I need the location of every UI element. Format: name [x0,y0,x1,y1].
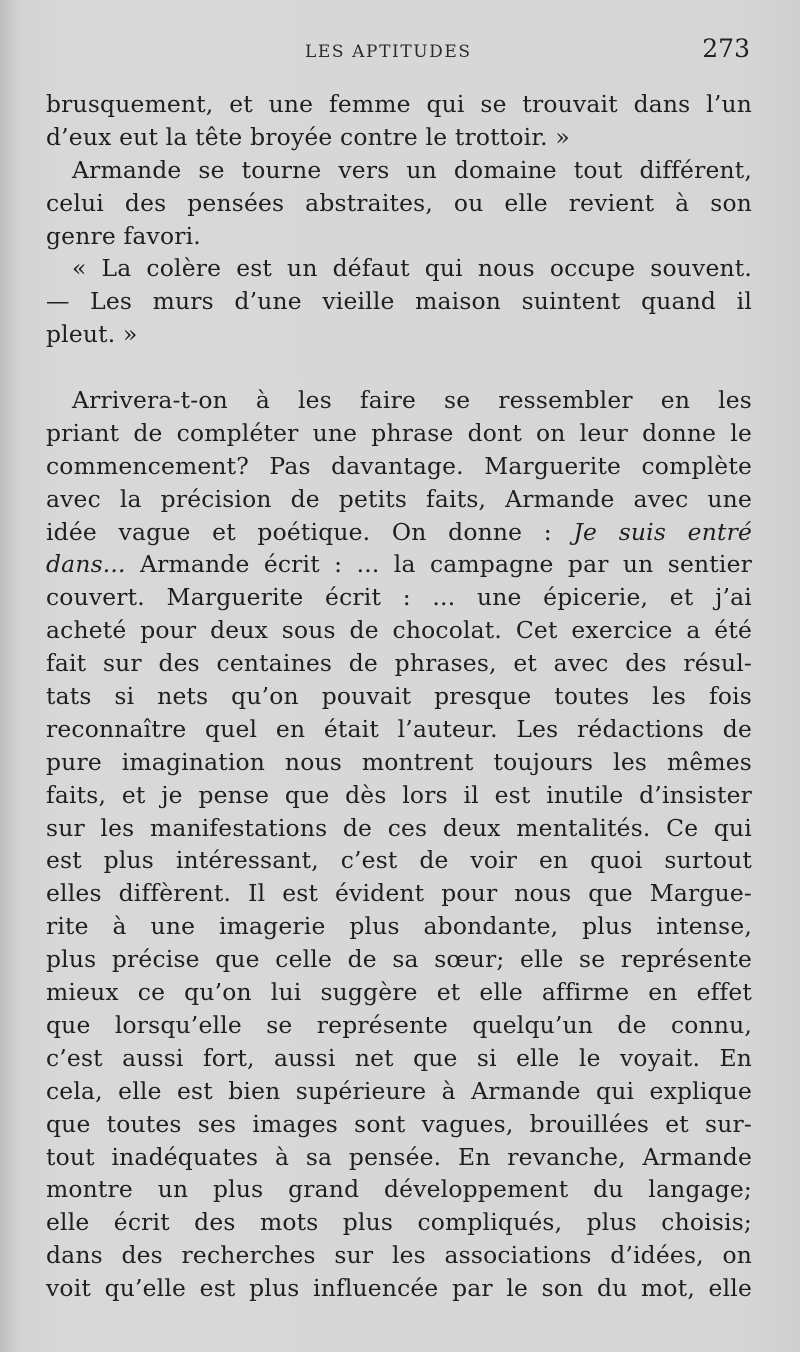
text-line: mieux ce qu’on lui suggère et elle affirme en effet [46,978,752,1007]
text-run: idée vague et poétique. On donne : [46,517,574,546]
text-line-mixed [46,516,752,549]
text-line: elles diffèrent. Il est évident pour nous que Margue- [46,879,752,908]
running-title: LES APTITUDES [305,42,472,62]
text-line: pure imagination nous montrent toujours les mêmes [46,747,752,776]
text-line: d’eux eut la tête broyée contre le trottoir. » [46,122,570,151]
text-line: elle écrit des mots plus compliqués, plus choisis; [46,1208,752,1237]
text-line: — Les murs d’une vieille maison suintent quand il [46,287,752,316]
text-line: est plus intéressant, c’est de voir en quoi surtout [46,846,752,875]
text-line: celui des pensées abstraites, ou elle revient à son [46,188,752,217]
text-line: Armande se tourne vers un domaine tout différent, [72,155,752,184]
text-line: « La colère est un défaut qui nous occupe souvent. [72,254,752,283]
text-line: pleut. » [46,320,138,349]
paragraph-gap [46,351,752,384]
text-line: priant de compléter une phrase dont on leur donne le [46,418,752,447]
text-run: Armande écrit : ... la campagne par un sentier [125,550,752,579]
text-line: acheté pour deux sous de chocolat. Cet exercice a été [46,616,752,645]
text-line: que lorsqu’elle se représente quelqu’un de connu, [46,1010,752,1039]
text-line: voit qu’elle est plus influencée par le son du mot, elle [46,1274,752,1303]
page-number: 273 [702,34,750,63]
italic-run: Je suis entré [573,517,752,546]
body-text [46,88,752,1305]
text-line: plus précise que celle de sa sœur; elle se représente [46,945,752,974]
text-line-mixed [46,548,752,581]
text-line: faits, et je pense que dès lors il est inutile d’insister [46,780,752,809]
text-line: c’est aussi fort, aussi net que si elle le voyait. En [46,1043,752,1072]
text-line: sur les manifestations de ces deux mentalités. Ce qui [46,813,752,842]
text-line: tout inadéquates à sa pensée. En revanche, Armande [46,1142,752,1171]
text-line: montre un plus grand développement du langage; [46,1175,752,1204]
text-line: dans des recherches sur les associations d’idées, on [46,1241,752,1270]
text-line: tats si nets qu’on pouvait presque toutes les fois [46,682,752,711]
text-line: commencement? Pas davantage. Marguerite complète [46,451,752,480]
text-line: cela, elle est bien supérieure à Armande qui explique [46,1076,752,1105]
text-line: genre favori. [46,221,201,250]
text-line: reconnaître quel en était l’auteur. Les rédactions de [46,714,752,743]
text-line: couvert. Marguerite écrit : ... une épicerie, et j’ai [46,583,752,612]
running-header [0,34,800,68]
italic-run: dans... [46,550,126,579]
text-line: fait sur des centaines de phrases, et avec des résul- [46,649,752,678]
text-line: brusquement, et une femme qui se trouvait dans l’un [46,90,752,118]
text-line: Arrivera-t-on à les faire se ressembler en les [72,386,752,415]
text-line: que toutes ses images sont vagues, brouillées et sur- [46,1109,752,1138]
text-line: avec la précision de petits faits, Armande avec une [46,484,752,513]
paragraph-continuation [46,581,752,1305]
text-line: rite à une imagerie plus abondante, plus intense, [46,912,752,941]
